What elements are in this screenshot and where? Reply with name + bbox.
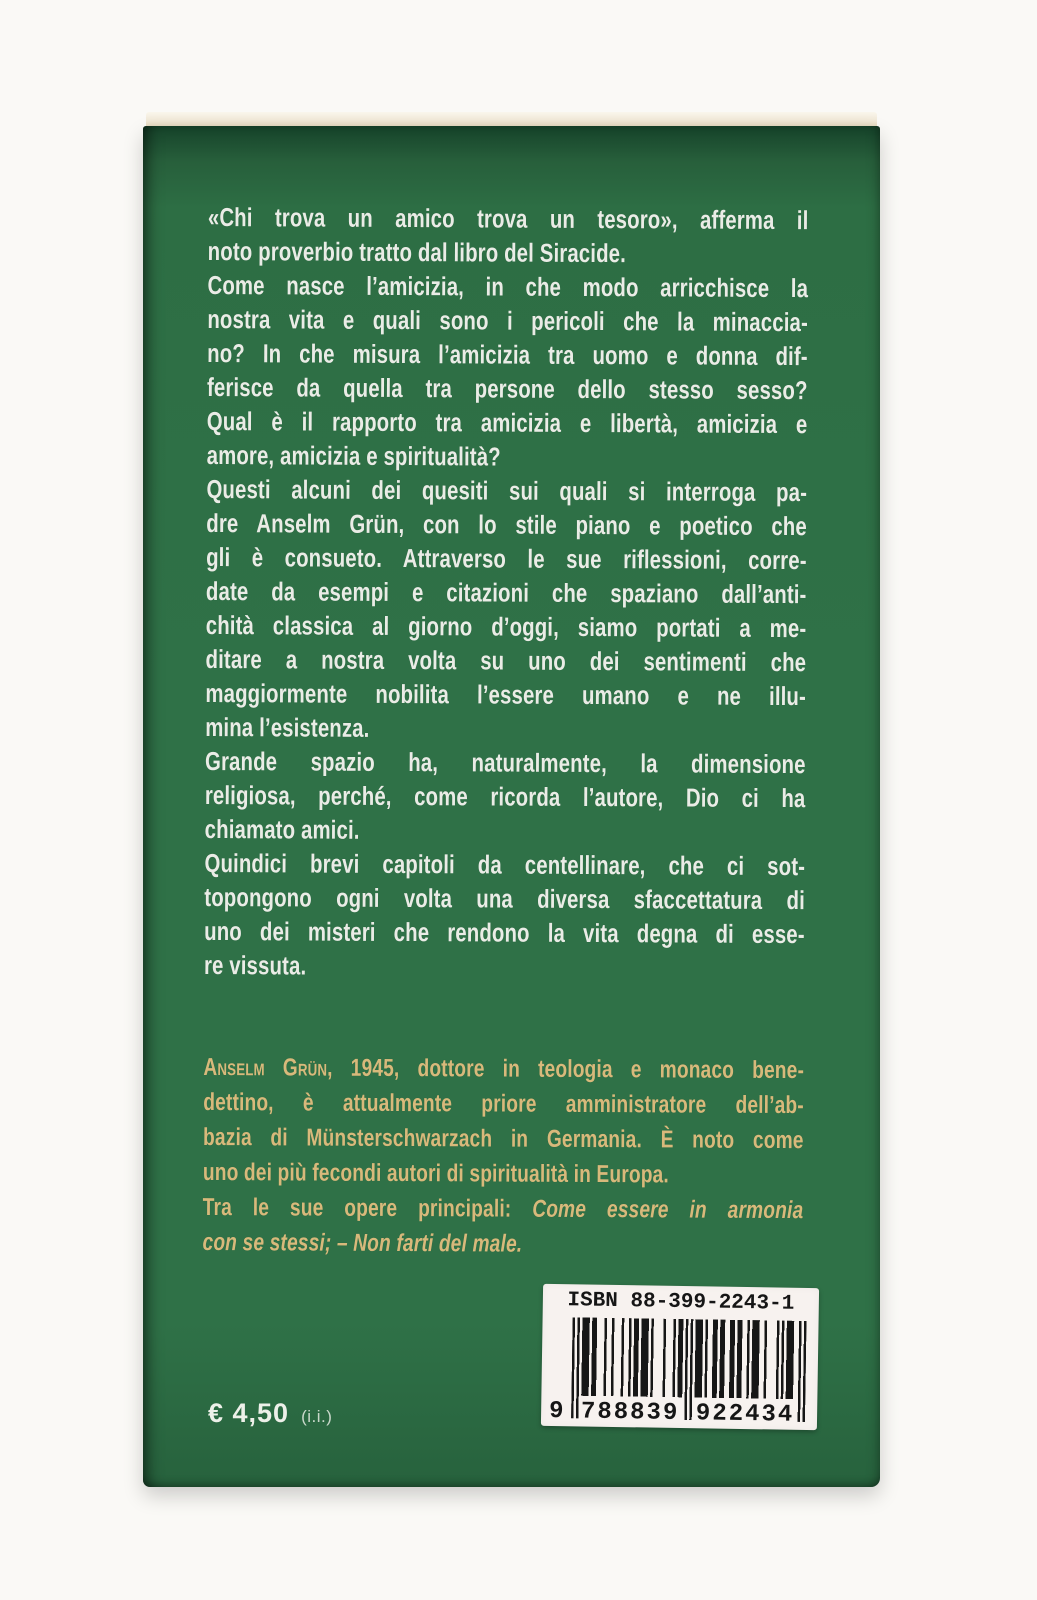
isbn-number: ISBN 88-399-2243-1	[567, 1289, 795, 1316]
blurb-line: noto proverbio tratto dal libro del Siracide.	[207, 235, 627, 269]
author-bio	[202, 1050, 804, 1263]
ean-digit-group-2: 922434	[695, 1400, 795, 1429]
blurb-line: topongono ogni volta una diversa sfaccettatura di	[204, 881, 805, 916]
blurb-line: dre Anselm Grün, con lo stile piano e poetico che	[206, 507, 807, 542]
blurb-line: mina l’esistenza.	[205, 711, 370, 743]
blurb-line: ditare a nostra volta su uno dei sentimenti che	[205, 643, 807, 678]
blurb-line: Grande spazio ha, naturalmente, la dimensione	[204, 745, 806, 780]
back-cover-surface	[143, 126, 880, 1487]
blurb-line: re vissuta.	[203, 949, 307, 981]
blurb	[204, 200, 809, 985]
blurb-line: nostra vita e quali sono i pericoli che la minaccia-	[207, 303, 809, 338]
page-edge-top	[146, 112, 877, 127]
price-amount: € 4,50	[208, 1398, 290, 1428]
bio-text-segment: con se stessi; – Non farti del male.	[202, 1228, 523, 1258]
bio-line	[203, 1190, 804, 1228]
bio-text-segment: Tra le sue opere principali:	[202, 1193, 533, 1223]
blurb-line: maggiormente nobilita l’essere umano e ne illu-	[205, 677, 807, 712]
bio-text-segment: Anselm Grün	[203, 1053, 328, 1082]
blurb-line: no? In che misura l’amicizia tra uomo e donna dif-	[207, 337, 808, 372]
bio-line	[203, 1085, 804, 1123]
blurb-line: chiamato amici.	[204, 813, 360, 845]
blurb-line: chità classica al giorno d’oggi, siamo portati a me-	[205, 609, 807, 644]
bio-text-segment: dettino, è attualmente priore amministratore dell’ab-	[203, 1088, 804, 1120]
blurb-line: Quindici brevi capitoli da centellinare, che ci sot-	[204, 847, 806, 882]
blurb-line: «Chi trova un amico trova un tesoro», afferma il	[207, 201, 809, 236]
blurb-line: Questi alcuni dei quesiti sui quali si interroga pa-	[206, 473, 808, 508]
blurb-line: ferisce da quella tra persone dello stesso sesso?	[206, 371, 808, 406]
blurb-line: uno dei misteri che rendono la vita degna di esse-	[204, 915, 805, 950]
blurb-line: gli è consueto. Attraverso le sue riflessioni, corre-	[206, 541, 807, 576]
ean-digit-left: 9	[548, 1397, 564, 1426]
blurb-line: Come nasce l’amicizia, in che modo arricchisce la	[207, 269, 809, 304]
bio-line	[203, 1120, 804, 1158]
bio-text-segment: , 1945, dottore in teologia e monaco bene-	[327, 1054, 805, 1085]
bio-line	[203, 1050, 804, 1088]
blurb-line: amore, amicizia e spiritualità?	[206, 439, 501, 472]
bio-line	[202, 1225, 803, 1263]
bio-text-segment: uno dei più fecondi autori di spiritualità in Europa.	[202, 1158, 669, 1189]
ean-digit-group-1: 788839	[580, 1398, 680, 1427]
price-note: (i.i.)	[301, 1407, 333, 1426]
back-cover-text	[202, 200, 808, 1263]
book-back-cover	[143, 112, 880, 1487]
bio-text-segment: bazia di Münsterschwarzach in Germania. È noto come	[203, 1123, 804, 1155]
bio-line	[203, 1155, 804, 1193]
isbn-barcode-label	[541, 1284, 819, 1430]
ean-digits	[541, 1395, 817, 1429]
price	[208, 1398, 332, 1429]
blurb-line: date da esempi e citazioni che spaziano dall’anti-	[205, 575, 807, 610]
bio-text-segment: Come essere in armonia	[532, 1195, 804, 1225]
blurb-line: religiosa, perché, come ricorda l’autore, Dio ci ha	[204, 779, 806, 814]
blurb-line: Qual è il rapporto tra amicizia e libertà, amicizia e	[206, 405, 808, 440]
